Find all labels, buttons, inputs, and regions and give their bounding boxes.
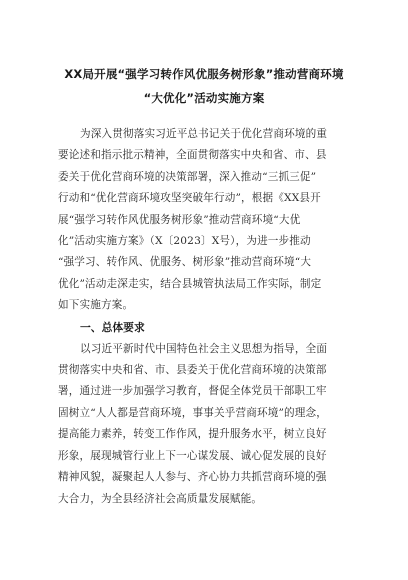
section1-line-5: 提高能力素养，转变工作作风，提升服务水平，树立良好 (58, 428, 327, 441)
intro-line-9: 如下实施方案。 (58, 299, 134, 312)
intro-line-4: 行动和“优化营商环境攻坚突破年行动”，根据《XX县开 (58, 192, 321, 205)
section1-line-1: 以习近平新时代中国特色社会主义思想为指导，全面 (80, 342, 328, 355)
section1-line-2: 贯彻落实中央和省、市、县委关于优化营商环境的决策部 (58, 364, 327, 377)
intro-line-6: 化”活动实施方案》（X〔2023〕X号），为进一步推动 (58, 235, 311, 248)
intro-line-3: 委关于优化营商环境的决策部署，深入推动“三抓三促” (58, 170, 317, 183)
intro-line-1: 为深入贯彻落实习近平总书记关于优化营商环境的重 (80, 128, 328, 140)
intro-line-2: 要论述和指示批示精神，全面贯彻落实中央和省、市、县 (58, 149, 327, 162)
section1-line-7: 精神风貌，凝聚起人人参与、齐心协力共抓营商环境的强 (58, 471, 327, 484)
title-spacer (58, 110, 350, 124)
section1-line-3: 署，通过进一步加强学习教育，督促全体党员干部职工牢 (58, 385, 327, 398)
intro-line-5: 展“强学习转作风优服务树形象”推动营商环境“大优 (58, 213, 301, 226)
section-heading-general-requirements: 一、总体要求 (80, 320, 145, 334)
section1-paragraph (58, 339, 350, 510)
intro-line-7: “强学习、转作风、优服务、树形象”推动营商环境“大 (58, 256, 312, 269)
section1-line-4: 固树立“人人都是营商环境，事事关乎营商环境”的理念， (58, 406, 327, 419)
title-line-2: “大优化”活动实施方案 (143, 91, 265, 105)
section1-line-8: 大合力，为全县经济社会高质量发展赋能。 (58, 492, 263, 505)
intro-paragraph (58, 124, 350, 317)
intro-line-8: 优化”活动走深走实，结合县城管执法局工作实际，制定 (58, 277, 322, 290)
document-title (58, 62, 350, 110)
title-line-1: XX局开展“强学习转作风优服务树形象”推动营商环境 (64, 67, 344, 81)
section1-line-6: 形象，展现城管行业上下一心谋发展、诚心促发展的良好 (58, 449, 327, 462)
